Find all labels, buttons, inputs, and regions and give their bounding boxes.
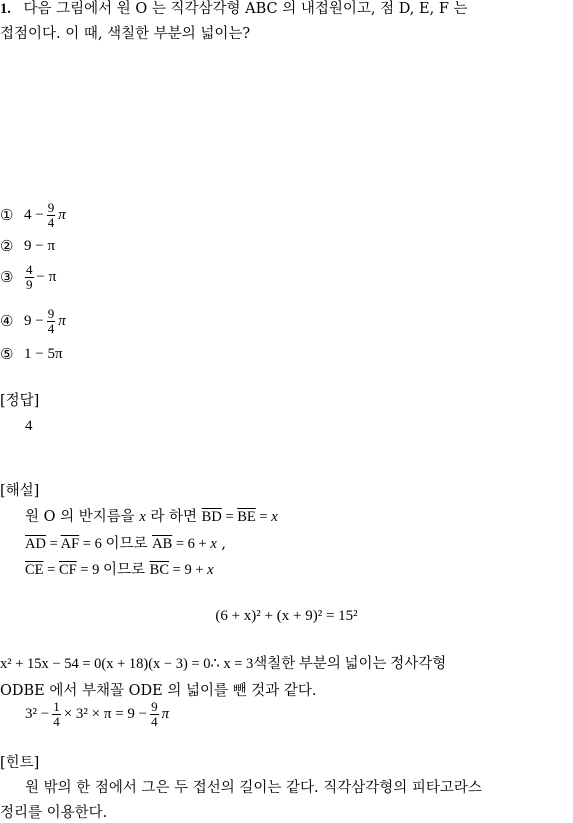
hint-heading: [힌트]	[0, 755, 40, 771]
expr-post: π	[58, 312, 66, 329]
segment-ad: $\overline{AD}$	[25, 536, 46, 552]
value: = 9	[76, 562, 104, 578]
segment-ab: $\overline{AB}$	[152, 536, 173, 552]
value: = 6	[79, 536, 106, 552]
denominator: 4	[47, 320, 55, 336]
calc-part: 3² −	[25, 705, 50, 722]
choice-expression	[24, 201, 66, 229]
choice-marker: ②	[0, 237, 14, 255]
segment-be: $\overline{BE}$	[237, 509, 256, 525]
calculation-line	[25, 700, 169, 728]
eq: =	[221, 509, 238, 525]
var-x: x	[139, 509, 146, 525]
segment-ce: $\overline{CE}$	[25, 562, 44, 578]
fraction	[25, 263, 34, 291]
eq: =	[45, 536, 61, 552]
choice-marker: ④	[0, 311, 14, 330]
text: ,	[216, 536, 227, 552]
choice-expression	[24, 263, 56, 291]
choice-3[interactable]	[0, 263, 56, 291]
expr-pre: 4 −	[24, 206, 44, 223]
fraction	[47, 307, 56, 335]
fraction	[150, 700, 159, 728]
text: 이므로	[103, 562, 150, 578]
choice-5[interactable]	[0, 347, 63, 362]
denominator: 4	[47, 214, 55, 230]
explanation-line-2	[25, 537, 226, 552]
eq: =	[43, 562, 59, 578]
hint-line-1: 원 밖의 한 점에서 그은 두 접선의 길이는 같다. 직각삼각형의 피타고라스	[25, 780, 482, 796]
explanation-line-4: x² + 15x − 54 = 0(x + 18)(x − 3) = 0∴ x = 3색칠한 부분의 넓이는 정사각형	[0, 656, 447, 672]
numerator: 9	[151, 699, 158, 714]
numerator: 9	[47, 200, 55, 215]
var-x: x	[207, 562, 214, 578]
pythagorean-equation: (6 + x)² + (x + 9)² = 15²	[215, 608, 358, 624]
explanation-line-1	[25, 510, 278, 525]
expr-post: − π	[36, 268, 57, 285]
choice-marker: ③	[0, 267, 14, 286]
denominator: 9	[26, 276, 33, 292]
calc-part: × 3² × π = 9 −	[63, 705, 148, 722]
value: = 6 +	[172, 536, 211, 552]
text: 이므로	[105, 536, 153, 552]
numerator: 9	[47, 306, 55, 321]
numerator: 4	[26, 262, 33, 277]
segment-bd: $\overline{BD}$	[201, 509, 222, 525]
value: = 9 +	[169, 562, 208, 578]
denominator: 4	[151, 713, 158, 729]
choice-marker: ⑤	[0, 345, 14, 363]
question-number: 1.	[0, 1, 11, 17]
expr-post: π	[58, 206, 66, 223]
answer-heading: [정답]	[0, 393, 40, 409]
numerator: 1	[53, 699, 60, 714]
fraction	[47, 201, 56, 229]
choice-expression	[24, 307, 66, 335]
explanation-line-3	[25, 563, 214, 578]
choice-1[interactable]	[0, 201, 66, 229]
segment-af: $\overline{AF}$	[60, 536, 80, 552]
choice-expression: 9 − π	[24, 238, 56, 254]
fraction	[52, 700, 61, 728]
var-x: x	[271, 509, 278, 525]
denominator: 4	[53, 713, 60, 729]
eq: =	[255, 509, 272, 525]
question-text-1: 다음 그림에서 원 O 는 직각삼각형 ABC 의 내접원이고, 점 D, E, F 는	[23, 1, 468, 17]
text: 원 O 의 반지름을	[25, 509, 140, 525]
hint-line-2: 정리를 이용한다.	[0, 805, 108, 821]
explanation-line-5: ODBE 에서 부채꼴 ODE 의 넓이를 뺀 것과 같다.	[0, 683, 317, 699]
segment-bc: $\overline{BC}$	[149, 562, 170, 578]
choice-marker: ①	[0, 205, 14, 224]
question-line-1	[0, 2, 468, 17]
choice-2[interactable]	[0, 239, 55, 254]
answer-value: 4	[25, 418, 33, 434]
text: 라 하면	[145, 509, 202, 525]
question-text-2: 접점이다. 이 때, 색칠한 부분의 넓이는?	[0, 26, 251, 42]
explanation-heading: [해설]	[0, 483, 40, 499]
var-x: x	[210, 536, 217, 552]
expr-pre: 9 −	[24, 312, 44, 329]
choice-expression: 1 − 5π	[24, 346, 63, 362]
segment-cf: $\overline{CF}$	[58, 562, 77, 578]
choice-4[interactable]	[0, 307, 66, 335]
calc-part: π	[161, 705, 170, 722]
